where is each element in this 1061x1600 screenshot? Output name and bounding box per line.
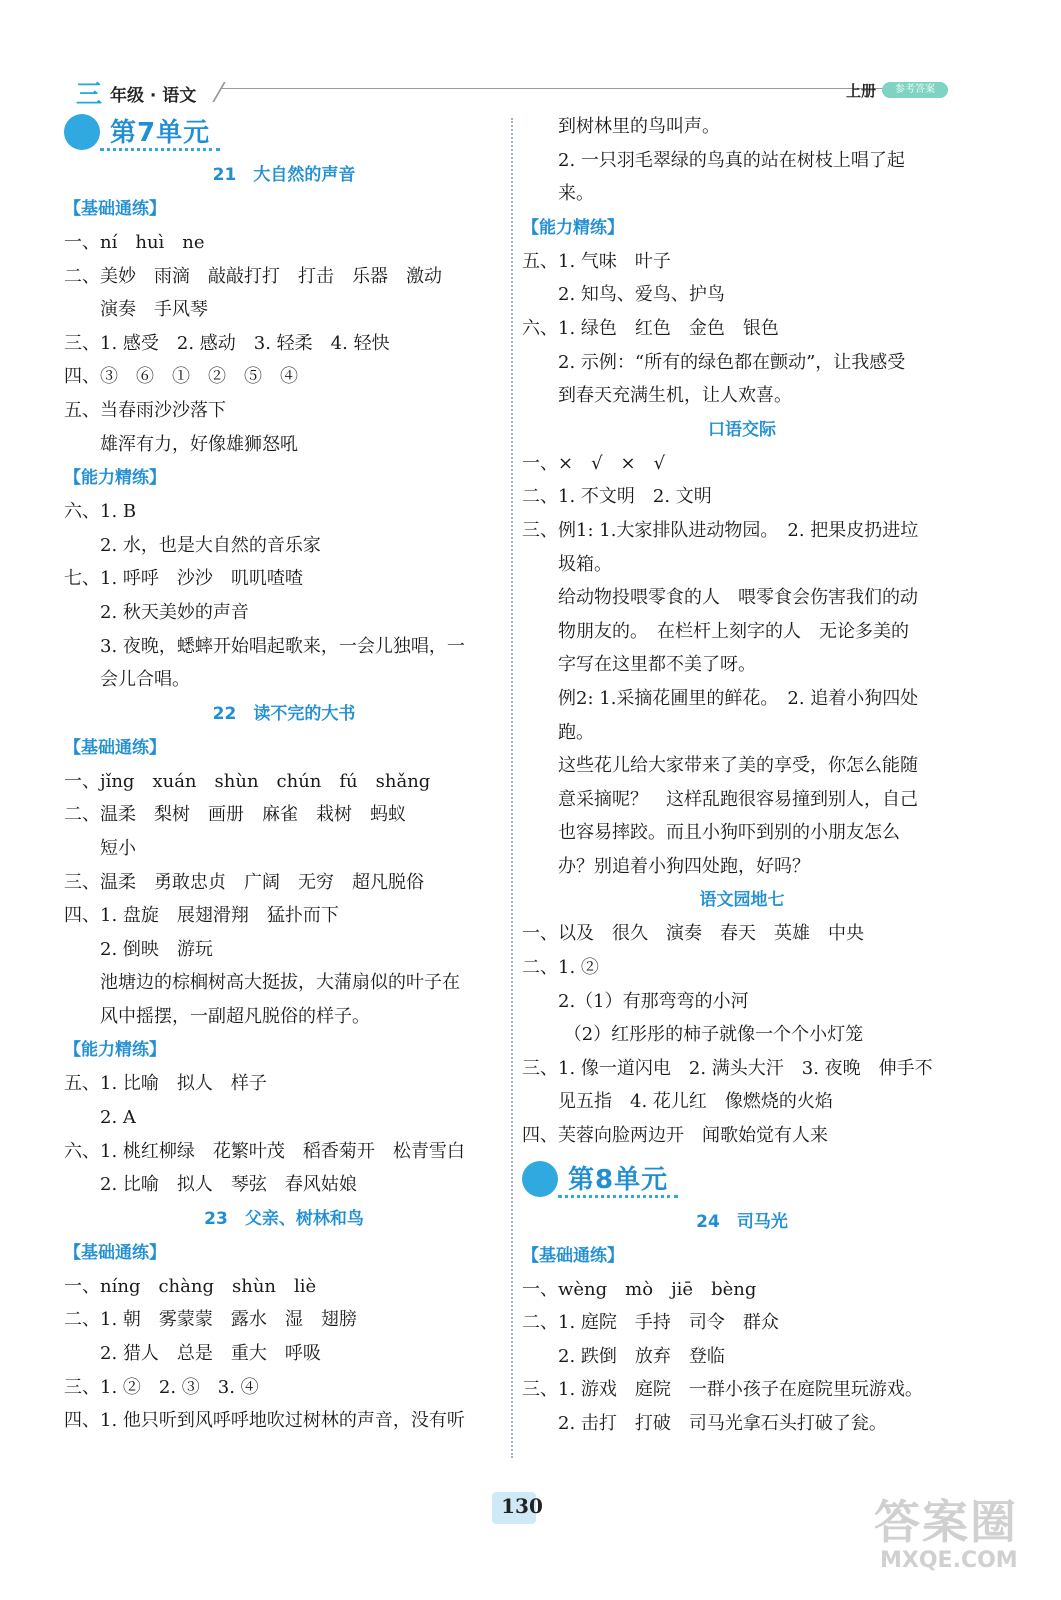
watermark-bottom: MXQE.COM bbox=[880, 1548, 1018, 1573]
right-intro bbox=[522, 110, 962, 211]
section-label: 【能力精练】 bbox=[64, 468, 166, 489]
answer-line: 六、1. B bbox=[64, 501, 137, 523]
answer-line: 风中摇摆，一副超凡脱俗的样子。 bbox=[64, 1005, 370, 1027]
header-rule bbox=[220, 88, 910, 89]
answer-line: 五、当春雨沙沙落下 bbox=[64, 399, 226, 421]
answer-line: 一、ní huì ne bbox=[64, 232, 205, 253]
answer-line: 二、1. 庭院 手持 司令 群众 bbox=[522, 1312, 779, 1334]
answer-line: 意采摘呢？ 这样乱跑很容易撞到别人，自己 bbox=[522, 788, 918, 810]
section-label: 【基础通练】 bbox=[64, 199, 166, 219]
unit-8-heading bbox=[522, 1157, 962, 1201]
answer-line: 2.（1）有那弯弯的小河 bbox=[522, 990, 749, 1012]
answer-line: 2. 秋天美妙的声音 bbox=[64, 601, 249, 623]
unit-underline bbox=[558, 1195, 678, 1198]
answer-line: 六、1. 绿色 红色 金色 银色 bbox=[522, 317, 779, 339]
answer-line: 四、1. 盘旋 展翅滑翔 猛扑而下 bbox=[64, 905, 339, 927]
answer-line: 二、1. 不文明 2. 文明 bbox=[522, 486, 712, 508]
lesson-lines bbox=[522, 1273, 962, 1441]
answer-line: 二、美妙 雨滴 敲敲打打 打击 乐器 激动 bbox=[64, 265, 442, 287]
unit-circle-icon bbox=[522, 1161, 558, 1197]
answer-line: 2. 跌倒 放弃 登临 bbox=[522, 1345, 725, 1367]
page-header bbox=[70, 76, 950, 110]
section-label: 【能力精练】 bbox=[522, 217, 624, 238]
oral-lines bbox=[522, 447, 962, 884]
garden-title: 语文园地七 bbox=[699, 890, 785, 911]
answer-line: 四、1. 他只听到风呼呼地吹过树林的声音，没有听 bbox=[64, 1410, 465, 1432]
answer-line: 六、1. 桃红柳绿 花繁叶茂 稻香菊开 松青雪白 bbox=[64, 1140, 465, 1162]
answer-line: 2. 比喻 拟人 琴弦 春风姑娘 bbox=[64, 1174, 357, 1196]
answer-line: 一、jǐng xuán shùn chún fú shǎng bbox=[64, 770, 431, 792]
answer-line: 来。 bbox=[522, 183, 594, 205]
answer-line: 2. 猎人 总是 重大 呼吸 bbox=[64, 1343, 321, 1365]
answer-line: 三、1. 感受 2. 感动 3. 轻柔 4. 轻快 bbox=[64, 332, 390, 354]
answer-line: 到春天充满生机，让人欢喜。 bbox=[522, 385, 792, 407]
answer-line: 例2: 1.采摘花圃里的鲜花。 2. 追着小狗四处 bbox=[522, 687, 919, 709]
answer-line: 2. 示例：“所有的绿色都在颤动”，让我感受 bbox=[522, 351, 906, 373]
left-content bbox=[64, 158, 504, 1438]
unit-circle-icon bbox=[64, 114, 100, 150]
answer-line: 三、1. ② 2. ③ 3. ④ bbox=[64, 1376, 259, 1398]
answer-line: 会儿合唱。 bbox=[64, 669, 190, 691]
answer-line: 这些花儿给大家带来了美的享受，你怎么能随 bbox=[522, 755, 918, 777]
answer-line: 短小 bbox=[64, 837, 136, 859]
answer-line: 2. 击打 打破 司马光拿石头打破了瓮。 bbox=[522, 1413, 887, 1434]
left-column bbox=[64, 110, 504, 1438]
answer-line: 2. 水，也是大自然的音乐家 bbox=[64, 534, 321, 556]
page-number: 130 bbox=[501, 1494, 543, 1518]
answer-line: 一、× √ × √ bbox=[522, 452, 666, 474]
answer-line: 3. 夜晚，蟋蟀开始唱起歌来，一会儿独唱，一 bbox=[64, 635, 465, 657]
section-label: 【基础通练】 bbox=[64, 1242, 166, 1263]
watermark-logo bbox=[870, 1486, 1040, 1586]
right-column bbox=[522, 110, 962, 1441]
answer-line: 五、1. 气味 叶子 bbox=[522, 250, 671, 272]
watermark-top: 答案圈 bbox=[874, 1495, 1018, 1549]
unit-underline bbox=[100, 148, 220, 151]
answer-badge: 参考答案 bbox=[882, 82, 948, 98]
section-label: 【能力精练】 bbox=[64, 1040, 166, 1061]
answer-line: 三、温柔 勇敢忠贞 广阔 无穷 超凡脱俗 bbox=[64, 871, 424, 893]
answer-line: 三、1. 游戏 庭院 一群小孩子在庭院里玩游戏。 bbox=[522, 1379, 923, 1401]
grade-subject: 年级 · 语文 bbox=[110, 86, 197, 106]
answer-line: 跑。 bbox=[522, 721, 594, 743]
answer-line: 见五指 4. 花儿红 像燃烧的火焰 bbox=[522, 1091, 833, 1113]
header-divider bbox=[212, 82, 244, 102]
lesson-title: 23 父亲、树林和鸟 bbox=[204, 1208, 364, 1229]
answer-line: 办？别追着小狗四处跑，好吗？ bbox=[522, 855, 810, 877]
answer-line: 2. 倒映 游玩 bbox=[64, 938, 213, 960]
answer-line: 2. 一只羽毛翠绿的鸟真的站在树枝上唱了起 bbox=[522, 149, 905, 171]
answer-line: 一、níng chàng shùn liè bbox=[64, 1275, 317, 1297]
answer-line: 三、1. 像一道闪电 2. 满头大汗 3. 夜晚 伸手不 bbox=[522, 1057, 933, 1079]
answer-line: 给动物投喂零食的人 喂零食会伤害我们的动 bbox=[522, 587, 918, 609]
answer-line: （2）红彤彤的柿子就像一个个小灯笼 bbox=[522, 1024, 864, 1046]
answer-line: 二、1. 朝 雾蒙蒙 露水 湿 翅膀 bbox=[64, 1309, 357, 1331]
answer-line: 五、1. 比喻 拟人 样子 bbox=[64, 1073, 267, 1095]
answer-line: 三、例1: 1.大家排队进动物园。 2. 把果皮扔进垃 bbox=[522, 519, 919, 541]
answer-line: 到树林里的鸟叫声。 bbox=[522, 116, 720, 137]
answer-line: 也容易摔跤。而且小狗吓到别的小朋友怎么 bbox=[522, 822, 900, 844]
answer-line: 四、芙蓉向脸两边开 闻歌始觉有人来 bbox=[522, 1125, 828, 1147]
answer-line: 2. 知鸟、爱鸟、护鸟 bbox=[522, 284, 725, 306]
answer-line: 七、1. 呼呼 沙沙 叽叽喳喳 bbox=[64, 568, 303, 590]
volume-label: 上册 bbox=[846, 82, 877, 100]
answer-line: 四、③ ⑥ ① ② ⑤ ④ bbox=[64, 366, 298, 388]
column-divider bbox=[511, 118, 513, 1458]
answer-line: 演奏 手风琴 bbox=[64, 299, 208, 321]
unit-title: 第8单元 bbox=[568, 1164, 669, 1195]
lesson-title: 22 读不完的大书 bbox=[212, 703, 356, 724]
oral-title: 口语交际 bbox=[708, 419, 776, 440]
unit-7-heading bbox=[64, 110, 504, 154]
section-label: 【基础通练】 bbox=[522, 1245, 624, 1266]
answer-line: 一、以及 很久 演奏 春天 英雄 中央 bbox=[522, 923, 864, 945]
answer-line: 物朋友的。 在栏杆上刻字的人 无论多美的 bbox=[522, 620, 909, 642]
garden-lines bbox=[522, 917, 962, 1152]
answer-line: 雄浑有力，好像雄狮怒吼 bbox=[64, 433, 298, 455]
answer-line: 二、温柔 梨树 画册 麻雀 栽树 蚂蚁 bbox=[64, 804, 406, 826]
section-label: 【基础通练】 bbox=[64, 737, 166, 758]
lesson-title: 24 司马光 bbox=[696, 1211, 788, 1232]
lesson-title: 21 大自然的声音 bbox=[212, 165, 356, 185]
answer-line: 2. A bbox=[64, 1107, 136, 1129]
answer-line: 池塘边的棕榈树高大挺拔，大蒲扇似的叶子在 bbox=[64, 972, 460, 994]
unit-title: 第7单元 bbox=[110, 118, 211, 148]
answer-line: 一、wèng mò jiē bèng bbox=[522, 1278, 757, 1300]
answer-line: 圾箱。 bbox=[522, 553, 612, 575]
answer-line: 字写在这里都不美了呀。 bbox=[522, 654, 756, 676]
grade-number: 三 bbox=[76, 80, 103, 110]
answer-line: 二、1. ② bbox=[522, 957, 599, 979]
right-ability-section bbox=[522, 211, 962, 413]
